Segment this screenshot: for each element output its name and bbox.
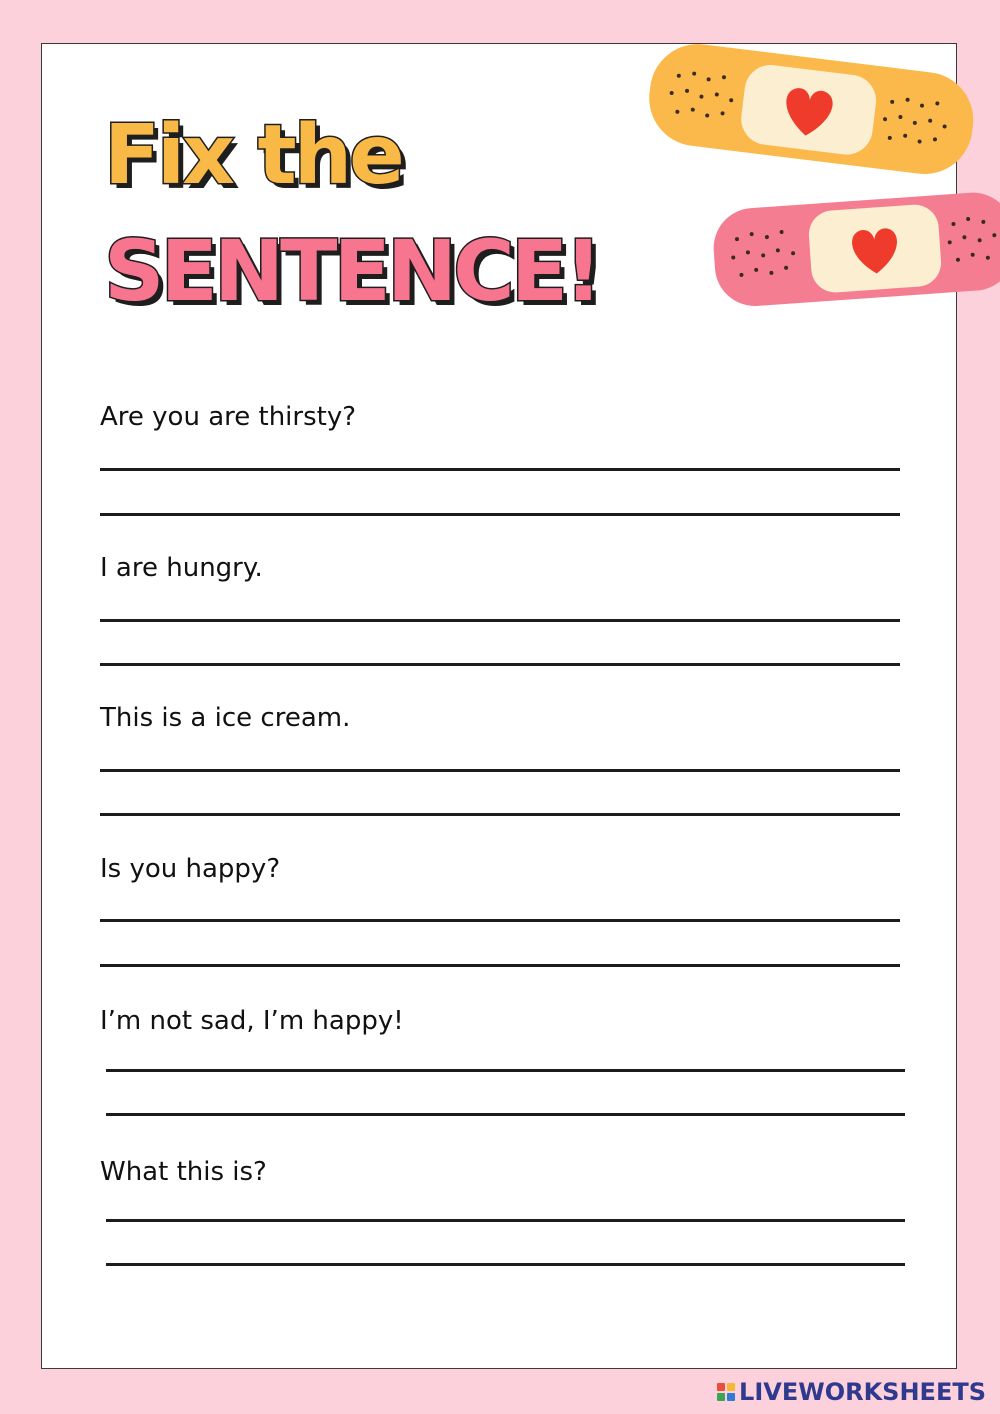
answer-line[interactable] <box>106 1069 905 1072</box>
bandage-yellow-icon <box>644 40 979 180</box>
title-fix-the: Fix the <box>104 108 402 203</box>
logo-square <box>727 1393 735 1401</box>
answer-line[interactable] <box>100 813 900 816</box>
liveworksheets-watermark[interactable] <box>717 1378 986 1406</box>
question-6: What this is? <box>100 1157 267 1187</box>
answer-line[interactable] <box>106 1219 905 1222</box>
liveworksheets-logo-icon <box>717 1383 735 1401</box>
question-3: This is a ice cream. <box>100 703 351 733</box>
logo-square <box>717 1383 725 1391</box>
logo-square <box>727 1383 735 1391</box>
answer-line[interactable] <box>100 919 900 922</box>
answer-line[interactable] <box>100 663 900 666</box>
answer-line[interactable] <box>100 964 900 967</box>
answer-line[interactable] <box>106 1263 905 1266</box>
question-2: I are hungry. <box>100 553 263 583</box>
bandages-decoration <box>630 40 1000 320</box>
question-4: Is you happy? <box>100 854 281 884</box>
answer-line[interactable] <box>100 619 900 622</box>
bandage-pink-icon <box>711 190 1000 309</box>
logo-square <box>717 1393 725 1401</box>
answer-line[interactable] <box>100 513 900 516</box>
answer-line[interactable] <box>100 468 900 471</box>
question-5: I’m not sad, I’m happy! <box>100 1006 404 1036</box>
answer-line[interactable] <box>106 1113 905 1116</box>
watermark-text: LIVEWORKSHEETS <box>739 1378 986 1406</box>
answer-line[interactable] <box>100 769 900 772</box>
title-sentence: SENTENCE! <box>104 222 599 320</box>
question-1: Are you are thirsty? <box>100 402 357 432</box>
